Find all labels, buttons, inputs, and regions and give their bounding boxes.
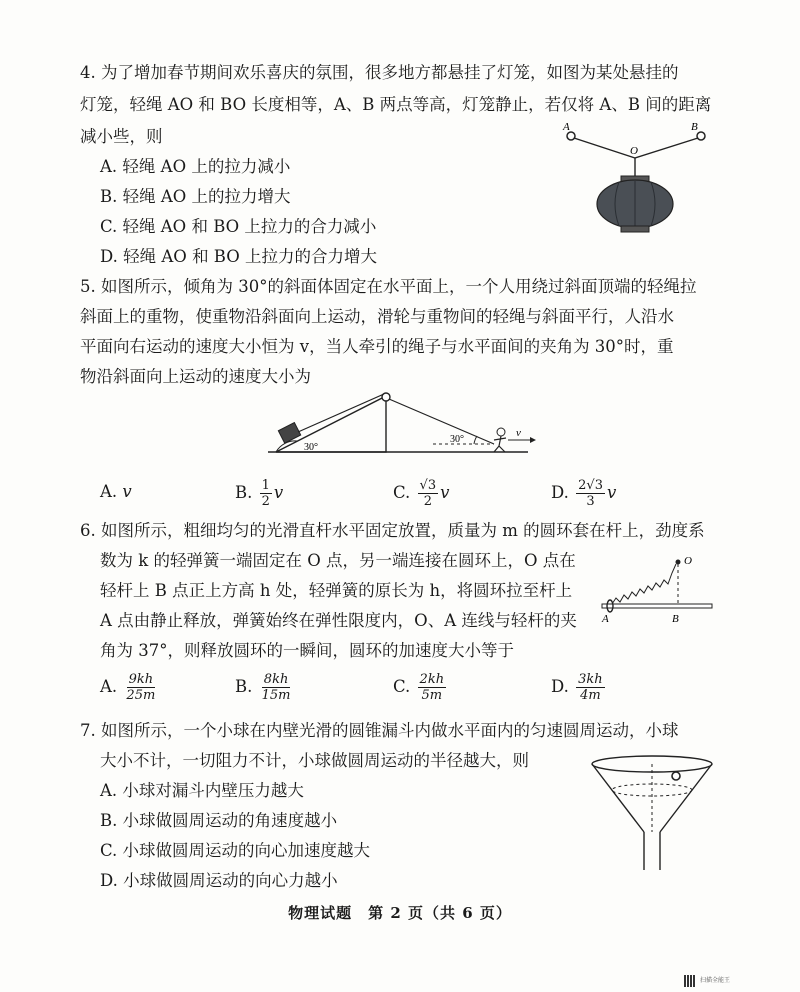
fraction: $\frac{2√3}{3}$: [578, 478, 603, 509]
page-footer: 物理试题 第 2 页（共 6 页）: [288, 904, 512, 922]
q7-option-c: C. 小球做圆周运动的向心加速度越大: [100, 841, 371, 860]
lantern-figure: [555, 118, 725, 248]
q5-option-d: D. $\frac{2√3}{3}$ v: [551, 478, 617, 509]
q5-line-1: 5. 如图所示，倾角为 30°的斜面体固定在水平面上，一个人用绕过斜面顶端的轻绳拉: [80, 277, 697, 296]
q5-line-2: 斜面上的重物，使重物沿斜面向上运动，滑轮与重物间的轻绳与斜面平行，人沿水: [80, 307, 674, 326]
incline-angle-label: 30°: [304, 442, 318, 453]
point-b-label: B: [691, 121, 698, 133]
q6-option-c: C. $\frac{2kh}{5m}$: [393, 672, 445, 703]
q6-line-4: A 点由静止释放，弹簧始终在弹性限度内，O、A 连线与轻杆的夹: [100, 611, 577, 630]
fraction: $\frac{8kh}{15m}$: [261, 672, 291, 703]
q6-option-a: A. $\frac{9kh}{25m}$: [100, 672, 156, 703]
q5-option-a: A. v: [100, 482, 132, 501]
q6-line-1: 6. 如图所示，粗细均匀的光滑直杆水平固定放置，质量为 m 的圆环套在杆上，劲度系: [80, 521, 705, 540]
rope-angle-label: 30°: [450, 434, 464, 445]
fraction: $\frac{9kh}{25m}$: [126, 672, 156, 703]
fraction: $\frac{√3}{2}$: [419, 478, 437, 509]
point-o-label: O: [684, 555, 692, 567]
q7-option-b: B. 小球做圆周运动的角速度越小: [100, 811, 338, 830]
q4-option-a: A. 轻绳 AO 上的拉力减小: [100, 157, 291, 176]
q7-option-a: A. 小球对漏斗内壁压力越大: [100, 781, 304, 800]
point-a-label: A: [563, 121, 570, 133]
q7-line-2: 大小不计，一切阻力不计，小球做圆周运动的半径越大，则: [100, 751, 529, 770]
q4-option-b: B. 轻绳 AO 上的拉力增大: [100, 187, 291, 206]
q4-line-2: 灯笼，轻绳 AO 和 BO 长度相等，A、B 两点等高，灯笼静止，若仅将 A、B 间的距离: [80, 95, 712, 114]
point-b-label: B: [672, 613, 679, 624]
fraction: $\frac{2kh}{5m}$: [419, 672, 445, 703]
q5-line-3: 平面向右运动的速度大小恒为 v，当人牵引的绳子与水平面间的夹角为 30°时，重: [80, 337, 674, 356]
fraction: $\frac{3kh}{4m}$: [578, 672, 603, 703]
point-a-label: A: [602, 613, 609, 624]
point-o-label: O: [630, 145, 638, 157]
q4-option-d: D. 轻绳 AO 和 BO 上拉力的合力增大: [100, 247, 378, 266]
q6-line-3: 轻杆上 B 点正上方高 h 处，轻弹簧的原长为 h，将圆环拉至杆上: [100, 581, 573, 600]
q7-line-1: 7. 如图所示，一个小球在内壁光滑的圆锥漏斗内做水平面内的匀速圆周运动，小球: [80, 721, 679, 740]
q6-option-b: B. $\frac{8kh}{15m}$: [235, 672, 291, 703]
q6-option-d: D. $\frac{3kh}{4m}$: [551, 672, 603, 703]
fraction: $\frac{1}{2}$: [261, 478, 270, 509]
incline-pulley-figure: [268, 388, 538, 460]
q4-option-c: C. 轻绳 AO 和 BO 上拉力的合力减小: [100, 217, 377, 236]
q6-options: [0, 672, 800, 706]
q5-option-c: C. $\frac{√3}{2}$ v: [393, 478, 450, 509]
q5-options: [0, 478, 800, 508]
qr-code-icon: [684, 975, 696, 987]
q4-line-1: 4. 为了增加春节期间欢乐喜庆的氛围，很多地方都悬挂了灯笼，如图为某处悬挂的: [80, 63, 679, 82]
q5-line-4: 物沿斜面向上运动的速度大小为: [80, 367, 311, 386]
q7-option-d: D. 小球做圆周运动的向心力越小: [100, 871, 338, 890]
velocity-label: v: [516, 427, 521, 439]
q6-line-5: 角为 37°，则释放圆环的一瞬间，圆环的加速度大小等于: [100, 641, 514, 660]
q5-option-b: B. $\frac{1}{2}$ v: [235, 478, 284, 509]
spring-ring-figure: [592, 552, 722, 624]
q6-line-2: 数为 k 的轻弹簧一端固定在 O 点，另一端连接在圆环上，O 点在: [100, 551, 576, 570]
funnel-figure: [586, 752, 718, 874]
scanner-watermark: 扫描全能王: [700, 977, 731, 984]
q4-line-3: 减小些，则: [80, 127, 163, 146]
